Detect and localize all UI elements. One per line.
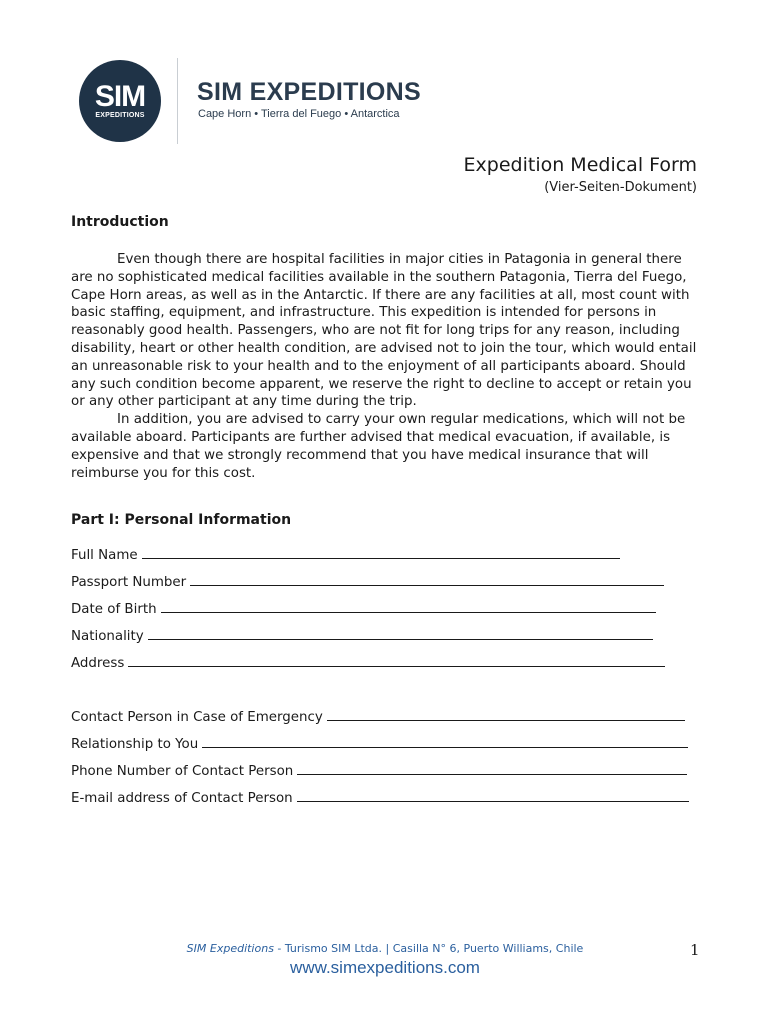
nationality-line[interactable] <box>148 638 653 640</box>
introduction-text <box>71 251 698 482</box>
footer-website-link[interactable]: www.simexpeditions.com <box>290 958 480 977</box>
field-label: Address <box>71 656 125 671</box>
field-label: Nationality <box>71 629 144 644</box>
intro-paragraph: In addition, you are advised to carry your own regular medications, which will not be available aboard. Participants are further advised that medical evacuation, if available, is expensive and that we strongly recommend that you have medical insurance that will reimburse you for this cost. <box>71 412 686 481</box>
field-label: Relationship to You <box>71 737 199 752</box>
relationship-field[interactable] <box>71 737 688 752</box>
field-label: Date of Birth <box>71 602 157 617</box>
form-subtitle: (Vier-Seiten-Dokument) <box>544 180 697 195</box>
field-label: Full Name <box>71 548 138 563</box>
passport-number-line[interactable] <box>190 584 664 586</box>
contact-phone-field[interactable] <box>71 764 687 779</box>
passport-number-field[interactable] <box>71 575 664 590</box>
relationship-line[interactable] <box>202 746 688 748</box>
contact-phone-line[interactable] <box>297 773 687 775</box>
form-title: Expedition Medical Form <box>463 154 697 176</box>
full-name-line[interactable] <box>142 557 620 559</box>
date-of-birth-field[interactable] <box>71 602 656 617</box>
contact-email-field[interactable] <box>71 791 689 806</box>
address-line[interactable] <box>128 665 665 667</box>
logo-subtext: EXPEDITIONS <box>95 112 145 119</box>
full-name-field[interactable] <box>71 548 620 563</box>
footer-address <box>0 942 770 955</box>
brand-tagline: Cape Horn • Tierra del Fuego • Antarctica <box>198 108 400 120</box>
contact-email-line[interactable] <box>297 800 689 802</box>
intro-paragraph: Even though there are hospital facilities in major cities in Patagonia in general there are no sophisticated medical facilities available in the southern Patagonia, Tierra del Fuego, Cape Horn areas, as well as in the Antarctic. If there are any facilities at all, most count with basic staffing, equipment, and infrastructure. This expedition is intended for persons in reasonably good health. Passengers, who are not fit for long trips for any reason, including disability, heart or other health condition, are advised not to join the tour, which would entail an unreasonable risk to your health and to the enjoyment of all participants aboard. Should any such condition become apparent, we reserve the right to decline to accept or retain you or any other participant at any time during the trip. <box>71 252 697 410</box>
emergency-contact-line[interactable] <box>327 719 685 721</box>
logo <box>79 60 161 142</box>
field-label: Passport Number <box>71 575 187 590</box>
page-number: 1 <box>690 941 700 959</box>
brand-name: SIM EXPEDITIONS <box>197 78 421 106</box>
field-label: Contact Person in Case of Emergency <box>71 710 323 725</box>
footer-details: - Turismo SIM Ltda. | Casilla N° 6, Puerto Williams, Chile <box>273 942 584 955</box>
field-label: Phone Number of Contact Person <box>71 764 294 779</box>
header-divider <box>177 58 178 144</box>
nationality-field[interactable] <box>71 629 653 644</box>
date-of-birth-line[interactable] <box>161 611 656 613</box>
logo-mark: SIM <box>94 80 146 113</box>
address-field[interactable] <box>71 656 665 671</box>
emergency-contact-field[interactable] <box>71 710 685 725</box>
introduction-heading: Introduction <box>71 214 169 230</box>
footer-brand: SIM Expeditions <box>186 942 274 955</box>
field-label: E-mail address of Contact Person <box>71 791 293 806</box>
part1-heading: Part I: Personal Information <box>71 512 292 528</box>
